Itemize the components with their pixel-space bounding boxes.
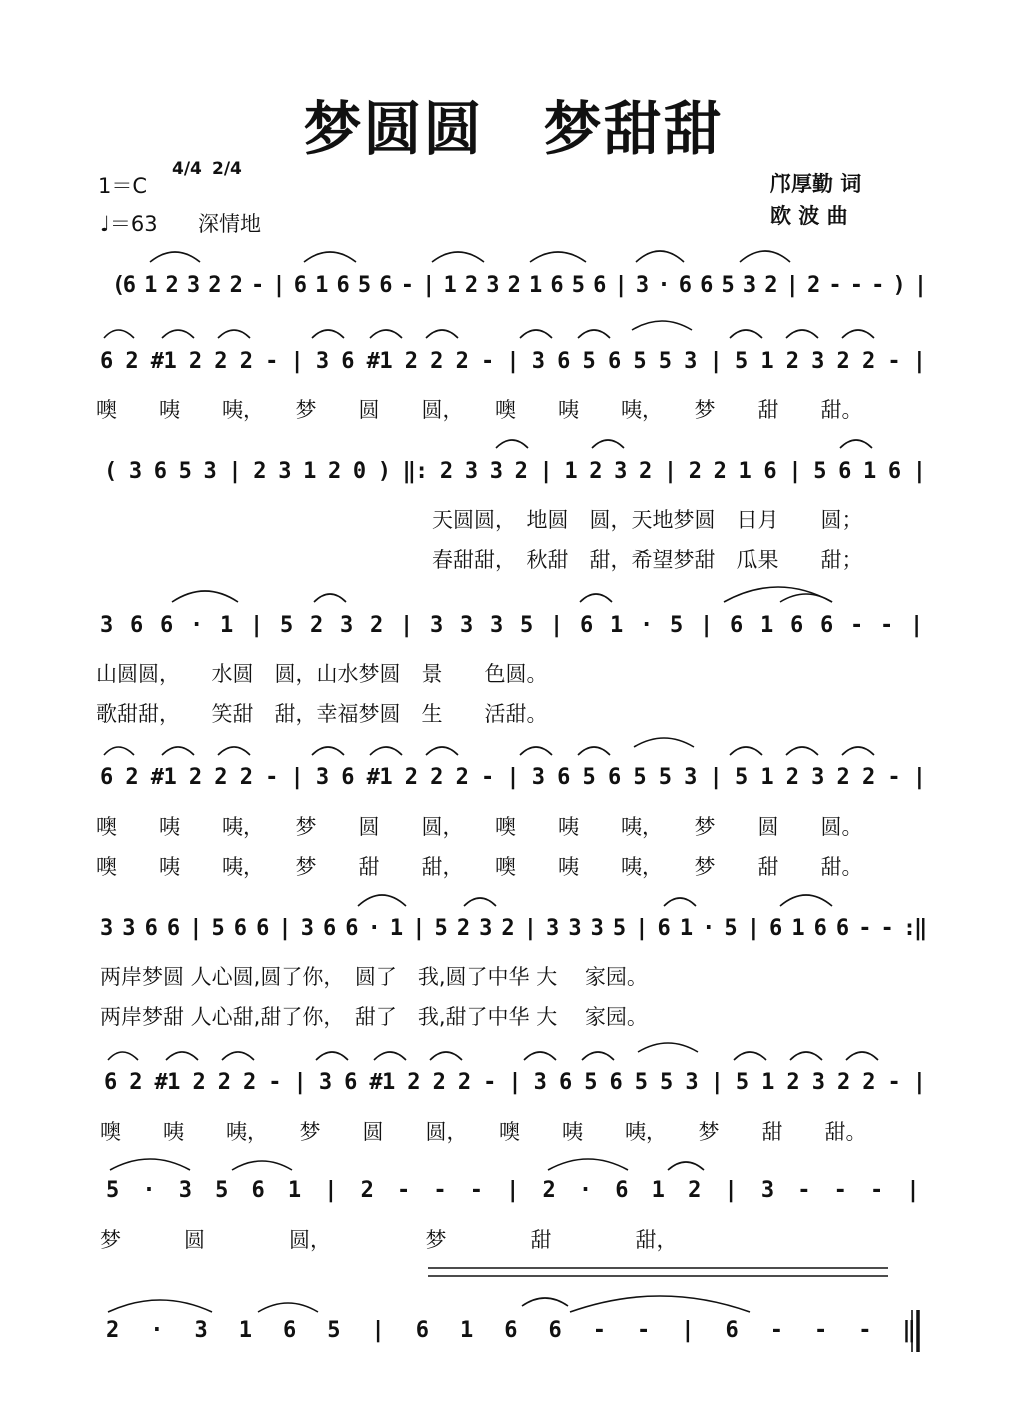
time-signature-2: 2/4	[212, 159, 242, 179]
song-title: 梦圆圆 梦甜甜	[303, 95, 724, 163]
score-system-5	[0, 735, 1027, 885]
notation-line: 6 2 #1 2 2 2 - | 3 6 #1 2 2 2 - | 3 6 5 6 5 5 3 | 5 1 2 3 2 2 - |	[100, 765, 926, 790]
composer-credit: 欧 波 曲	[770, 204, 848, 228]
lyric-line-2: 两岸梦甜 人心甜,甜了你， 甜了 我,甜了中华 大 家园。	[100, 1005, 648, 1029]
lyric-line-2: 歌甜甜， 笑甜 甜，幸福梦圆 生 活甜。	[96, 702, 548, 726]
notation-line: 3 6 6 · 1 | 5 2 3 2 | 3 3 3 5 | 6 1 · 5 | 6 1 6 6 - - |	[100, 613, 925, 638]
notation-line: 2 · 3 1 6 5 | 6 1 6 6 - - | 6 - - - ‖	[106, 1318, 925, 1343]
notation-line: ( 3 6 5 3 | 2 3 1 2 0 ) ‖: 2 3 3 2 | 1 2 3 2 | 2 2 1 6 | 5 6 1 6 |	[104, 459, 926, 484]
key-signature: 1＝C	[98, 174, 148, 198]
lyric-line-1: 天圆圆， 地圆 圆，天地梦圆 日月 圆；	[432, 508, 863, 532]
lyric-line-1: 噢 咦 咦， 梦 圆 圆， 噢 咦 咦， 梦 圆 圆。	[96, 815, 863, 839]
tempo-mark: ♩＝63	[100, 212, 158, 236]
time-signature-4-4	[172, 160, 202, 178]
score-system-6	[0, 885, 1027, 1035]
lyric-line-1: 噢 咦 咦， 梦 圆 圆， 噢 咦 咦， 梦 甜 甜。	[96, 398, 863, 422]
score-system-3	[0, 428, 1027, 578]
notation-line: 3 3 6 6 | 5 6 6 | 3 6 6 · 1 | 5 2 3 2 | 3 3 3 5 | 6 1 · 5 | 6 1 6 6 - - :‖	[100, 916, 926, 941]
score-system-2	[0, 318, 1027, 428]
notation-line: (6 1 2 3 2 2 - | 6 1 6 5 6 - | 1 2 3 2 1 6 5 6 | 3 · 6 6 5 3 2 | 2 - - - ) |	[112, 273, 925, 298]
notation-line: 6 2 #1 2 2 2 - | 3 6 #1 2 2 2 - | 3 6 5 6 5 5 3 | 5 1 2 3 2 2 - |	[104, 1070, 926, 1095]
expression-mark: 深情地	[198, 212, 261, 236]
score-system-4	[0, 580, 1027, 730]
lyricist-credit: 邝厚勤 词	[770, 172, 862, 196]
lyric-line-1: 梦 圆 圆， 梦 甜 甜，	[100, 1228, 678, 1252]
lyric-line-2: 春甜甜， 秋甜 甜，希望梦甜 瓜果 甜；	[432, 548, 863, 572]
lyric-line-1: 噢 咦 咦， 梦 圆 圆， 噢 咦 咦， 梦 甜 甜。	[100, 1120, 867, 1144]
lyric-line-2: 噢 咦 咦， 梦 甜 甜， 噢 咦 咦， 梦 甜 甜。	[96, 855, 863, 879]
notation-line: 6 2 #1 2 2 2 - | 3 6 #1 2 2 2 - | 3 6 5 6 5 5 3 | 5 1 2 3 2 2 - |	[100, 349, 926, 374]
score-system-1	[0, 240, 1027, 310]
score-system-7	[0, 1040, 1027, 1150]
lyric-line-1: 山圆圆， 水圆 圆，山水梦圆 景 色圆。	[96, 662, 548, 686]
time-signature-2-4	[212, 160, 242, 178]
time-signature-1: 4/4	[172, 159, 202, 179]
notation-line: 5 · 3 5 6 1 | 2 - - - | 2 · 6 1 2 | 3 - - - |	[106, 1178, 925, 1203]
lyric-line-1: 两岸梦圆 人心圆,圆了你， 圆了 我,圆了中华 大 家园。	[100, 965, 648, 989]
score-system-8	[0, 1150, 1027, 1260]
score-system-9	[0, 1262, 1027, 1372]
